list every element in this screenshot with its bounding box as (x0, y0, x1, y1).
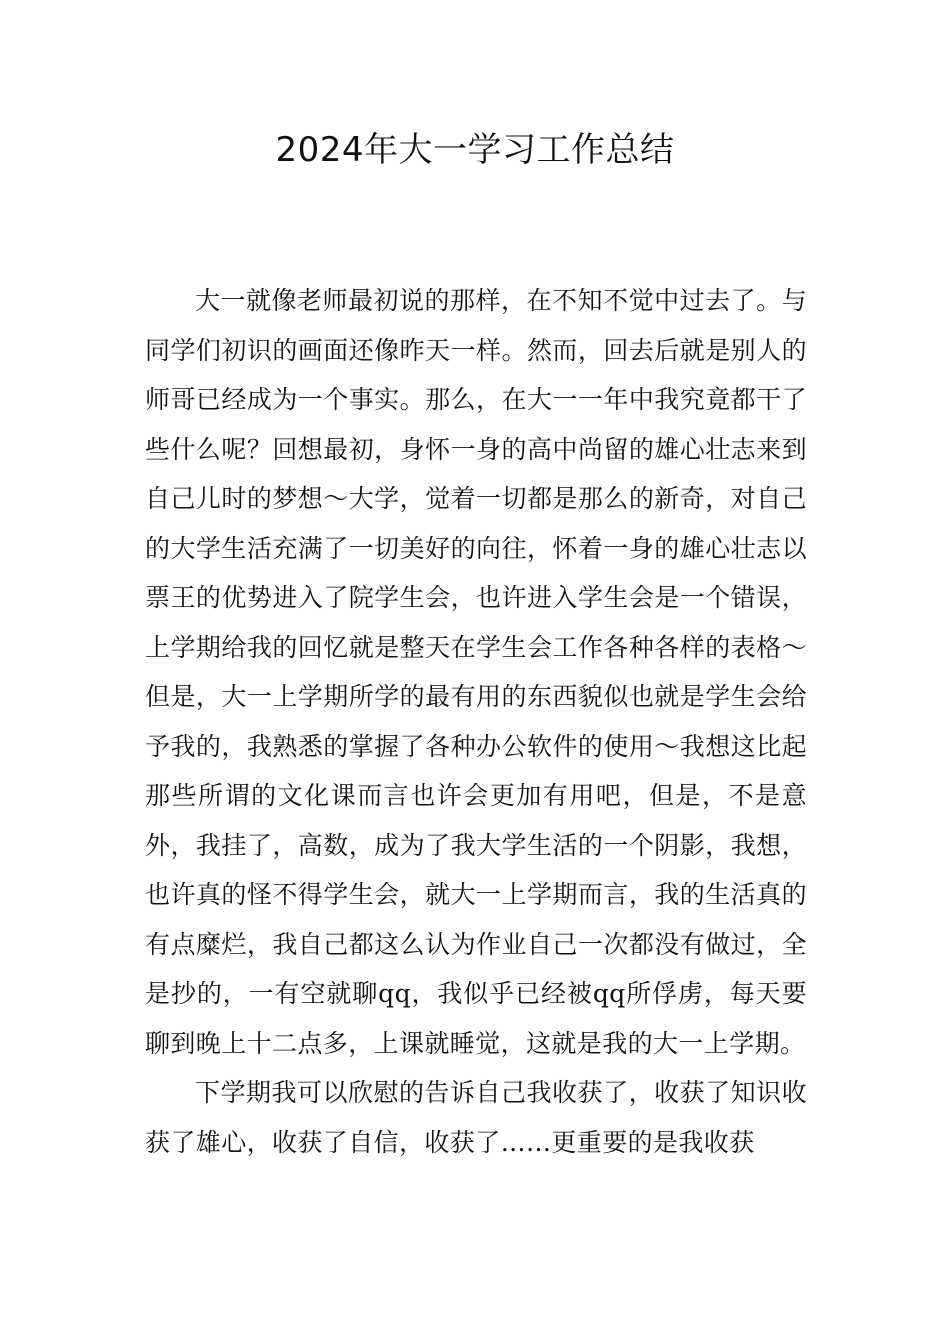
document-title: 2024年大一学习工作总结 (275, 130, 675, 170)
paragraph-1: 大一就像老师最初说的那样，在不知不觉中过去了。与同学们初识的画面还像昨天一样。然而，回去后就是别人的师哥已经成为一个事实。那么，在大一一年中我究竟都干了些什么呢？回想最初，身怀一身的高中尚留的雄心壮志来到自己儿时的梦想～大学，觉着一切都是那么的新奇，对自己的大学生活充满了一切美好的向往，怀着一身的雄心壮志以票王的优势进入了院学生会，也许进入学生会是一个错误，上学期给我的回忆就是整天在学生会工作各种各样的表格～但是，大一上学期所学的最有用的东西貌似也就是学生会给予我的，我熟悉的掌握了各种办公软件的使用～我想这比起那些所谓的文化课而言也许会更加有用吧，但是，不是意外，我挂了，高数，成为了我大学生活的一个阴影，我想，也许真的怪不得学生会，就大一上学期而言，我的生活真的有点糜烂，我自己都这么认为作业自己一次都没有做过，全是抄的，一有空就聊qq，我似乎已经被qq所俘虏，每天要聊到晚上十二点多，上课就睡觉，这就是我的大一上学期。 (145, 286, 807, 1058)
document-body (145, 276, 807, 1167)
paragraph-2: 下学期我可以欣慰的告诉自己我收获了，收获了知识收获了雄心，收获了自信，收获了……更重要的是我收获 (145, 1078, 807, 1157)
